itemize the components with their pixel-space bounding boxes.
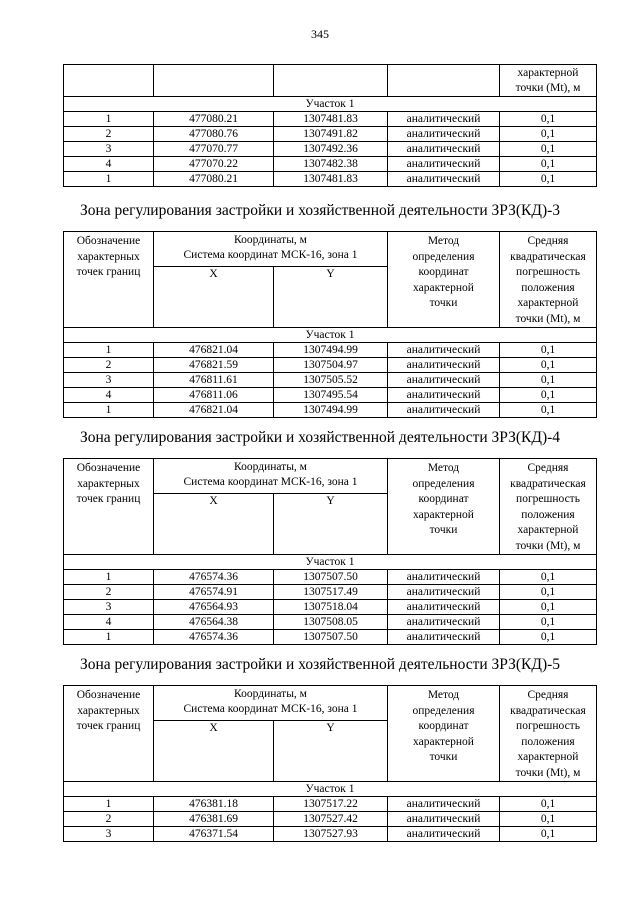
method-header-line: определения xyxy=(412,250,475,263)
y-col-header: Y xyxy=(274,266,388,327)
table-row xyxy=(64,142,597,157)
coords-header xyxy=(154,686,388,721)
zone-title: Зона регулирования застройки и хозяйственной деятельности ЗРЗ(КД)-5 xyxy=(79,656,561,673)
table-row xyxy=(64,630,597,645)
point-header-line: характерных xyxy=(77,250,140,263)
y-cell: 1307495.54 xyxy=(274,388,388,403)
error-header-line: характерной xyxy=(517,297,579,309)
error-cell: 0,1 xyxy=(500,112,597,127)
error-header-line: погрешность xyxy=(516,493,580,505)
x-cell: 476381.69 xyxy=(154,812,274,827)
x-cell: 476821.04 xyxy=(154,343,274,358)
point-header-line: точек границ xyxy=(76,493,141,505)
method-cell: аналитический xyxy=(388,127,500,142)
error-header-line: положения xyxy=(521,281,575,294)
x-col-header: X xyxy=(154,493,274,554)
method-cell: аналитический xyxy=(388,797,500,812)
x-col-header: X xyxy=(154,266,274,327)
table-row xyxy=(64,343,597,358)
error-header-line: точки (Mt), м xyxy=(515,766,581,779)
table-body xyxy=(64,343,597,418)
method-header-line: характерной xyxy=(413,508,474,521)
point-col-header xyxy=(64,459,154,555)
error-header-line: Средняя xyxy=(527,689,569,701)
method-header-line: координат xyxy=(418,266,469,278)
method-cell: аналитический xyxy=(388,373,500,388)
point-header-line: точек границ xyxy=(76,720,141,732)
table-row xyxy=(64,388,597,403)
method-header-line: определения xyxy=(412,477,475,490)
point-header-line: Обозначение xyxy=(76,689,141,701)
header-row xyxy=(64,232,597,267)
x-cell: 476811.61 xyxy=(154,373,274,388)
x-cell: 476564.93 xyxy=(154,600,274,615)
method-cell: аналитический xyxy=(388,600,500,615)
error-cell: 0,1 xyxy=(500,373,597,388)
point-header-line: Обозначение xyxy=(76,462,141,474)
method-col-header xyxy=(388,459,500,555)
point-cell: 2 xyxy=(64,585,154,600)
header-tail-empty-cell xyxy=(388,65,500,97)
point-cell: 4 xyxy=(64,388,154,403)
point-cell: 2 xyxy=(64,812,154,827)
y-cell: 1307505.52 xyxy=(274,373,388,388)
page-number: 345 xyxy=(311,27,329,41)
error-header-line: погрешность xyxy=(516,720,580,732)
zone-table xyxy=(63,458,597,645)
method-cell: аналитический xyxy=(388,157,500,172)
error-cell: 0,1 xyxy=(500,127,597,142)
error-cell: 0,1 xyxy=(500,157,597,172)
coords-system: Система координат МСК-16, зона 1 xyxy=(183,703,358,715)
y-cell: 1307482.38 xyxy=(274,157,388,172)
point-header-line: точек границ xyxy=(76,266,141,278)
x-col-header: X xyxy=(154,720,274,781)
y-cell: 1307518.04 xyxy=(274,600,388,615)
method-header-line: характерной xyxy=(413,281,474,294)
coords-header xyxy=(154,232,388,267)
y-cell: 1307527.93 xyxy=(274,827,388,842)
table-body xyxy=(64,570,597,645)
method-cell: аналитический xyxy=(388,358,500,373)
section-row xyxy=(64,97,597,112)
section-label: Участок 1 xyxy=(64,328,597,343)
error-cell: 0,1 xyxy=(500,585,597,600)
error-cell: 0,1 xyxy=(500,797,597,812)
y-cell: 1307507.50 xyxy=(274,630,388,645)
error-header-line: положения xyxy=(521,508,575,521)
method-header-line: характерной xyxy=(413,735,474,748)
method-header-line: Метод xyxy=(427,235,460,247)
error-header-line: Средняя xyxy=(527,235,569,247)
point-cell: 3 xyxy=(64,600,154,615)
error-header-line: квадратическая xyxy=(510,477,586,490)
coords-title: Координаты, м xyxy=(234,688,307,700)
table-body xyxy=(64,797,597,842)
x-cell: 477070.77 xyxy=(154,142,274,157)
method-col-header xyxy=(388,686,500,782)
y-cell: 1307517.22 xyxy=(274,797,388,812)
method-header-line: определения xyxy=(412,704,475,717)
continuation-table xyxy=(63,64,597,187)
method-header-line: Метод xyxy=(427,689,460,701)
method-cell: аналитический xyxy=(388,403,500,418)
error-header-line: характерной xyxy=(517,524,579,536)
x-cell: 476564.38 xyxy=(154,615,274,630)
point-col-header xyxy=(64,232,154,328)
x-cell: 476381.18 xyxy=(154,797,274,812)
method-header-line: координат xyxy=(418,493,469,505)
y-cell: 1307508.05 xyxy=(274,615,388,630)
method-header-line: точки xyxy=(429,524,458,536)
point-header-line: характерных xyxy=(77,704,140,717)
table-row xyxy=(64,112,597,127)
y-cell: 1307504.97 xyxy=(274,358,388,373)
error-header-line: характерной xyxy=(517,67,579,79)
point-cell: 2 xyxy=(64,358,154,373)
method-header-line: точки xyxy=(429,297,458,309)
error-header-tail xyxy=(500,65,597,97)
error-header-line: Средняя xyxy=(527,462,569,474)
coords-header xyxy=(154,459,388,494)
table-row xyxy=(64,373,597,388)
zone-table xyxy=(63,685,597,842)
section-row xyxy=(64,328,597,343)
error-cell: 0,1 xyxy=(500,812,597,827)
method-header-line: Метод xyxy=(427,462,460,474)
point-cell: 1 xyxy=(64,112,154,127)
section-label: Участок 1 xyxy=(64,97,597,112)
error-cell: 0,1 xyxy=(500,172,597,187)
table-row xyxy=(64,127,597,142)
x-cell: 477080.21 xyxy=(154,112,274,127)
header-tail-empty-cell xyxy=(64,65,154,97)
y-cell: 1307481.83 xyxy=(274,172,388,187)
point-cell: 3 xyxy=(64,373,154,388)
y-cell: 1307517.49 xyxy=(274,585,388,600)
error-header-line: характерной xyxy=(517,751,579,763)
error-cell: 0,1 xyxy=(500,615,597,630)
point-header-line: характерных xyxy=(77,477,140,490)
coords-title: Координаты, м xyxy=(234,234,307,246)
point-cell: 1 xyxy=(64,797,154,812)
error-header-line: точки (Mt), м xyxy=(515,82,581,94)
x-cell: 476371.54 xyxy=(154,827,274,842)
error-header-line: погрешность xyxy=(516,266,580,278)
method-cell: аналитический xyxy=(388,343,500,358)
error-cell: 0,1 xyxy=(500,570,597,585)
method-col-header xyxy=(388,232,500,328)
error-header-line: точки (Mt), м xyxy=(515,312,581,325)
table-row xyxy=(64,570,597,585)
point-cell: 1 xyxy=(64,172,154,187)
x-cell: 476574.36 xyxy=(154,630,274,645)
point-cell: 1 xyxy=(64,403,154,418)
x-cell: 476574.91 xyxy=(154,585,274,600)
point-cell: 3 xyxy=(64,142,154,157)
y-cell: 1307494.99 xyxy=(274,343,388,358)
table-row xyxy=(64,585,597,600)
error-col-header xyxy=(500,686,597,782)
zone-table xyxy=(63,231,597,418)
coords-title: Координаты, м xyxy=(234,461,307,473)
method-header-line: координат xyxy=(418,720,469,732)
point-col-header xyxy=(64,686,154,782)
error-header-line: положения xyxy=(521,735,575,748)
header-row xyxy=(64,686,597,721)
error-cell: 0,1 xyxy=(500,827,597,842)
error-cell: 0,1 xyxy=(500,388,597,403)
section-row xyxy=(64,782,597,797)
method-cell: аналитический xyxy=(388,585,500,600)
header-tail-empty-cell xyxy=(154,65,274,97)
point-cell: 3 xyxy=(64,827,154,842)
error-header-line: точки (Mt), м xyxy=(515,539,581,552)
table-row xyxy=(64,157,597,172)
table-body xyxy=(64,112,597,187)
method-cell: аналитический xyxy=(388,615,500,630)
method-cell: аналитический xyxy=(388,630,500,645)
error-col-header xyxy=(500,459,597,555)
method-cell: аналитический xyxy=(388,827,500,842)
error-header-line: квадратическая xyxy=(510,250,586,263)
table-row xyxy=(64,827,597,842)
x-cell: 477080.76 xyxy=(154,127,274,142)
error-col-header xyxy=(500,232,597,328)
method-cell: аналитический xyxy=(388,142,500,157)
zone-title: Зона регулирования застройки и хозяйственной деятельности ЗРЗ(КД)-3 xyxy=(79,202,561,219)
section-label: Участок 1 xyxy=(64,555,597,570)
error-cell: 0,1 xyxy=(500,403,597,418)
y-cell: 1307494.99 xyxy=(274,403,388,418)
y-cell: 1307492.36 xyxy=(274,142,388,157)
y-cell: 1307491.82 xyxy=(274,127,388,142)
error-cell: 0,1 xyxy=(500,142,597,157)
x-cell: 476821.59 xyxy=(154,358,274,373)
table-row xyxy=(64,797,597,812)
table-row xyxy=(64,172,597,187)
x-cell: 476821.04 xyxy=(154,403,274,418)
table-row xyxy=(64,615,597,630)
coords-system: Система координат МСК-16, зона 1 xyxy=(183,249,358,261)
table-row xyxy=(64,812,597,827)
point-cell: 4 xyxy=(64,615,154,630)
error-cell: 0,1 xyxy=(500,358,597,373)
coords-system: Система координат МСК-16, зона 1 xyxy=(183,476,358,488)
y-cell: 1307507.50 xyxy=(274,570,388,585)
method-cell: аналитический xyxy=(388,812,500,827)
point-cell: 2 xyxy=(64,127,154,142)
point-header-line: Обозначение xyxy=(76,235,141,247)
header-tail-row xyxy=(64,65,597,97)
error-header-line: квадратическая xyxy=(510,704,586,717)
point-cell: 1 xyxy=(64,570,154,585)
header-row xyxy=(64,459,597,494)
y-col-header: Y xyxy=(274,720,388,781)
method-cell: аналитический xyxy=(388,388,500,403)
method-cell: аналитический xyxy=(388,570,500,585)
point-cell: 1 xyxy=(64,343,154,358)
x-cell: 477080.21 xyxy=(154,172,274,187)
header-tail-empty-cell xyxy=(274,65,388,97)
x-cell: 476574.36 xyxy=(154,570,274,585)
section-row xyxy=(64,555,597,570)
method-header-line: точки xyxy=(429,751,458,763)
error-cell: 0,1 xyxy=(500,600,597,615)
error-cell: 0,1 xyxy=(500,343,597,358)
table-row xyxy=(64,358,597,373)
table-row xyxy=(64,403,597,418)
point-cell: 1 xyxy=(64,630,154,645)
point-cell: 4 xyxy=(64,157,154,172)
x-cell: 477070.22 xyxy=(154,157,274,172)
zone-title: Зона регулирования застройки и хозяйственной деятельности ЗРЗ(КД)-4 xyxy=(79,429,561,446)
method-cell: аналитический xyxy=(388,112,500,127)
table-row xyxy=(64,600,597,615)
error-cell: 0,1 xyxy=(500,630,597,645)
y-cell: 1307481.83 xyxy=(274,112,388,127)
y-cell: 1307527.42 xyxy=(274,812,388,827)
section-label: Участок 1 xyxy=(64,782,597,797)
y-col-header: Y xyxy=(274,493,388,554)
method-cell: аналитический xyxy=(388,172,500,187)
x-cell: 476811.06 xyxy=(154,388,274,403)
